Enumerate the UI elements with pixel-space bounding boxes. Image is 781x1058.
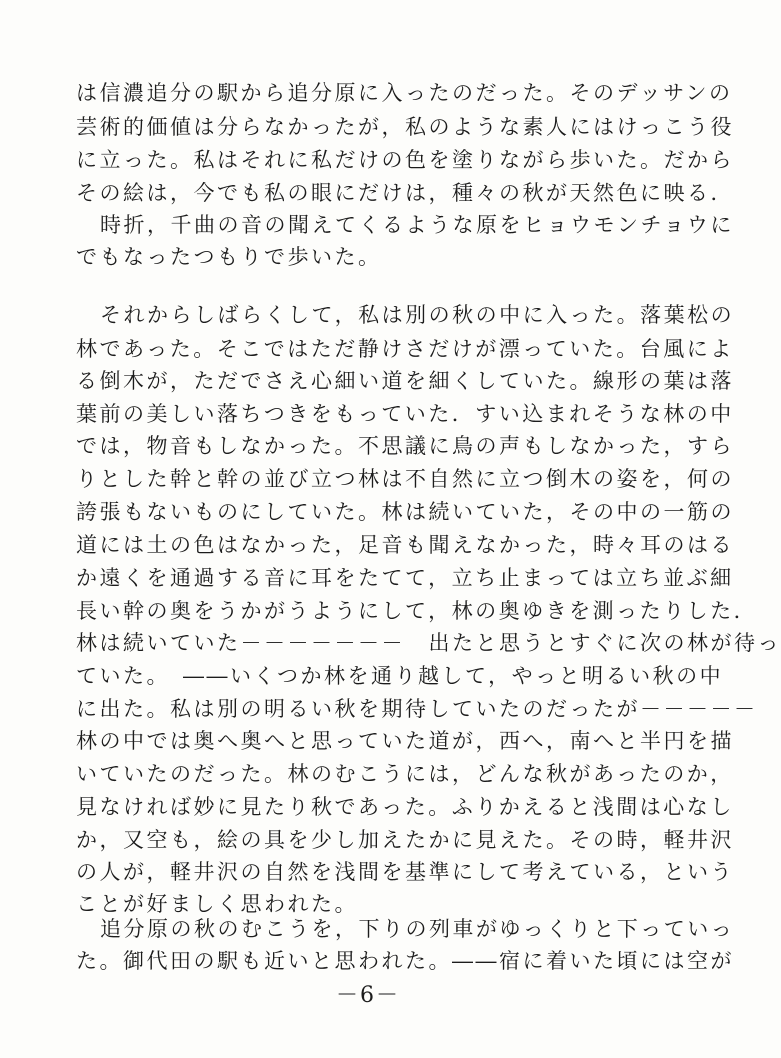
text-line-5: 時折，千曲の音の聞えてくるような原をヒョウモンチョウに	[100, 213, 734, 237]
text-line-25: ことが好ましく思われた。	[76, 892, 358, 916]
text-line-24: の人が，軽井沢の自然を浅間を基準にして考えている，という	[76, 860, 734, 884]
text-line-12: りとした幹と幹の並び立つ林は不自然に立つ倒木の姿を，何の	[76, 467, 734, 491]
text-line-20: 林の中では奥へ奥へと思っていた道が，西へ，南へと半円を描	[76, 729, 734, 753]
text-line-2: 芸術的価値は分らなかったが，私のような素人にはけっこう役	[76, 115, 734, 139]
text-line-19: に出た。私は別の明るい秋を期待していたのだったが－－－－－	[76, 697, 758, 721]
text-line-23: か，又空も，絵の具を少し加えたかに見えた。その時，軽井沢	[76, 828, 734, 852]
text-line-13: 誇張もないものにしていた。林は続いていた，その中の一筋の	[76, 500, 734, 524]
text-line-14: 道には土の色はなかった，足音も聞えなかった，時々耳のはる	[76, 533, 734, 557]
text-line-15: か遠くを通過する音に耳をたてて，立ち止まっては立ち並ぶ細	[76, 566, 734, 590]
text-line-26: 追分原の秋のむこうを，下りの列車がゆっくりと下っていっ	[100, 917, 735, 941]
text-line-7: それからしばらくして，私は別の秋の中に入った。落葉松の	[100, 303, 735, 327]
text-line-6: でもなったつもりで歩いた。	[76, 245, 382, 269]
text-line-16: 長い幹の奥をうかがうようにして，林の奥ゆきを測ったりした．	[76, 599, 758, 623]
text-line-18: ていた。 ――いくつか林を通り越して，やっと明るい秋の中	[76, 664, 724, 688]
text-line-8: 林であった。そこではただ静けさだけが漂っていた。台風によ	[76, 337, 734, 361]
text-line-3: に立った。私はそれに私だけの色を塗りながら歩いた。だから	[76, 148, 734, 172]
text-line-11: では，物音もしなかった。不思議に鳥の声もしなかった，すら	[76, 434, 734, 458]
text-line-10: 葉前の美しい落ちつきをもっていた．すい込まれそうな林の中	[76, 402, 734, 426]
text-line-17: 林は続いていた－－－－－－－ 出たと思うとすぐに次の林が待っ	[76, 631, 781, 655]
text-line-27: た。御代田の駅も近いと思われた。――宿に着いた頃には空が	[76, 949, 734, 973]
text-line-9: る倒木が，ただでさえ心細い道を細くしていた。線形の葉は落	[76, 369, 734, 393]
text-line-1: は信濃追分の駅から追分原に入ったのだった。そのデッサンの	[76, 81, 733, 105]
text-line-21: いていたのだった。林のむこうには，どんな秋があったのか，	[76, 762, 734, 786]
text-line-22: 見なければ妙に見たり秋であった。ふりかえると浅間は心なし	[76, 795, 734, 819]
text-line-4: その絵は，今でも私の眼にだけは，種々の秋が天然色に映る．	[76, 181, 734, 205]
page-number: －6－	[336, 983, 400, 1008]
